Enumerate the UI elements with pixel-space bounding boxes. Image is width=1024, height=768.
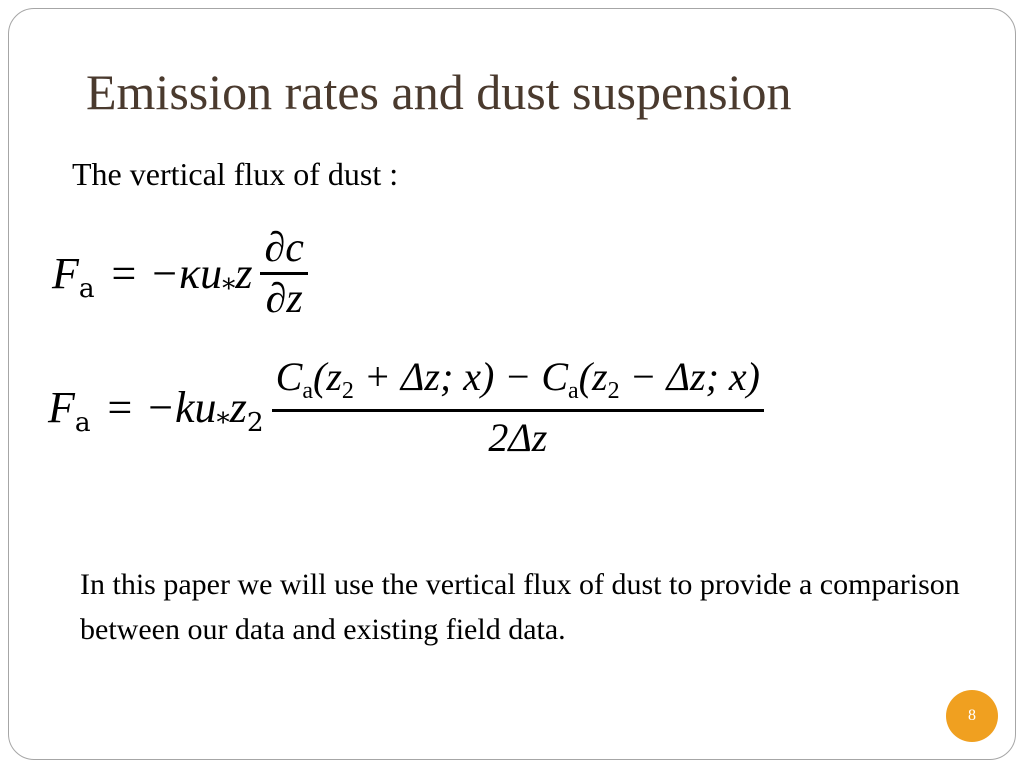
equation-1-denominator: ∂z [265, 275, 303, 322]
equation-1-lhs [52, 248, 95, 304]
equation-2-fraction [272, 351, 764, 464]
equation-1-symbol: F [52, 248, 79, 298]
equation-1-numerator: ∂c [264, 224, 304, 271]
equation-2-prefix [104, 382, 264, 438]
equation-1-prefix [108, 248, 253, 304]
page-number-badge: 8 [946, 690, 998, 742]
equation-1-rhs: = −κu [108, 248, 223, 298]
equation-1-rhs-sub: * [222, 272, 236, 304]
equation-2-rhs: = −ku [104, 382, 217, 432]
slide-title: Emission rates and dust suspension [86, 64, 792, 120]
equation-2-lhs [48, 382, 91, 438]
equation-1 [52, 218, 308, 328]
equation-2 [48, 350, 764, 464]
equation-2-rhs-tail-sub: 2 [246, 406, 264, 438]
equation-2-rhs-tail: z [229, 382, 247, 432]
equation-1-subscript: a [78, 272, 95, 304]
slide-subtitle: The vertical flux of dust : [72, 156, 399, 192]
equation-1-rhs-tail: z [235, 248, 253, 298]
equation-1-fraction [260, 224, 307, 323]
equation-2-subscript: a [74, 406, 91, 438]
equation-2-symbol: F [48, 382, 75, 432]
equation-2-rhs-sub: * [216, 406, 230, 438]
equation-2-numerator: $C_a(z_2 + \Delta z$; $x) - C_a(z_2 - \Delta z$; x) [275, 353, 760, 404]
equation-2-denominator: 2Δz [488, 414, 548, 460]
slide-body-text: In this paper we will use the vertical flux of dust to provide a comparison between our data and existing field data. [80, 568, 960, 646]
